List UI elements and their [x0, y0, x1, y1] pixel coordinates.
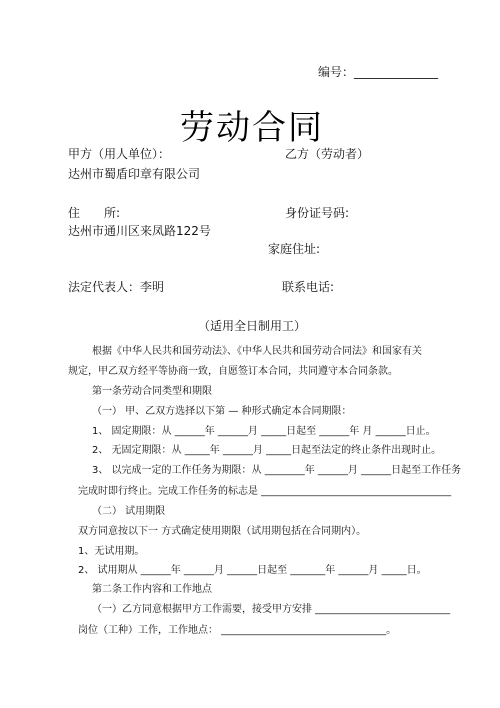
serial-number-label: 编号：______________ — [318, 65, 439, 79]
id-number-label: 身份证号码: — [285, 206, 350, 220]
article-1-heading: 第一条劳动合同类型和期限 — [92, 386, 212, 397]
clause-2-item-2: 2、 试用期从 ______年 ______月 ______日起至 _______年 ______月 _____日。 — [78, 565, 427, 576]
intro-line-2: 规定，甲乙双方经平等协商一致，自愿签订本合同，共同遵守本合同条款。 — [68, 366, 398, 377]
clause-1-item-2: 2、 无固定期限：从 _____年 ______月 _____日起至法定的终止条件出现时止。 — [92, 445, 442, 456]
clause-2-intro: 双方同意按以下一 方式确定使用期限（试用期包括在合同期内）。 — [78, 526, 367, 537]
clause-1-item-3: 3、 以完成一定的工作任务为期限：从 ________年 ______月 ______日起至工作任务 — [92, 465, 462, 476]
page-title: 劳动合同 — [180, 108, 324, 148]
address-label: 住 所: — [68, 206, 121, 220]
article-2-heading: 第二条工作内容和工作地点 — [92, 584, 212, 595]
phone-label: 联系电话: — [282, 280, 335, 294]
party-b-label: 乙方（劳动者） — [285, 147, 370, 161]
clause-1-item-3-continued: 完成时即行终止。完成工作任务的标志是 ______________________________________ — [78, 486, 452, 497]
home-address-label: 家庭住址: — [268, 242, 321, 256]
address-value: 达州市通川区来凤路122号 — [68, 224, 211, 238]
legal-representative-label: 法定代表人：李明 — [68, 280, 165, 294]
party-a-label: 甲方（用人单位）： — [68, 147, 171, 161]
article-2-clause-1: （一）乙方同意根据甲方工作需要，接受甲方安排 ___________________________ — [92, 604, 451, 615]
intro-line-1: 根据《中华人民共和国劳动法》、《中华人民共和国劳动合同法》和国家有关 — [92, 346, 422, 357]
subtitle: （适用全日制用工） — [198, 319, 307, 333]
clause-1-item-1: 1、 固定期限：从 ______年 ______月 _____日起至 ______年 月 ______日止。 — [92, 426, 436, 437]
party-a-name: 达州市蜀盾印章有限公司 — [68, 167, 201, 181]
clause-2-heading: （二） 试用期限 — [92, 506, 166, 517]
clause-1-intro: （一） 甲、乙双方选择以下第 — 种形式确定本合同期限： — [92, 406, 352, 417]
clause-2-item-1: 1、无试用期。 — [78, 546, 145, 557]
article-2-clause-1-continued: 岗位（工种）工作，工作地点： _________________________________。 — [78, 625, 397, 636]
